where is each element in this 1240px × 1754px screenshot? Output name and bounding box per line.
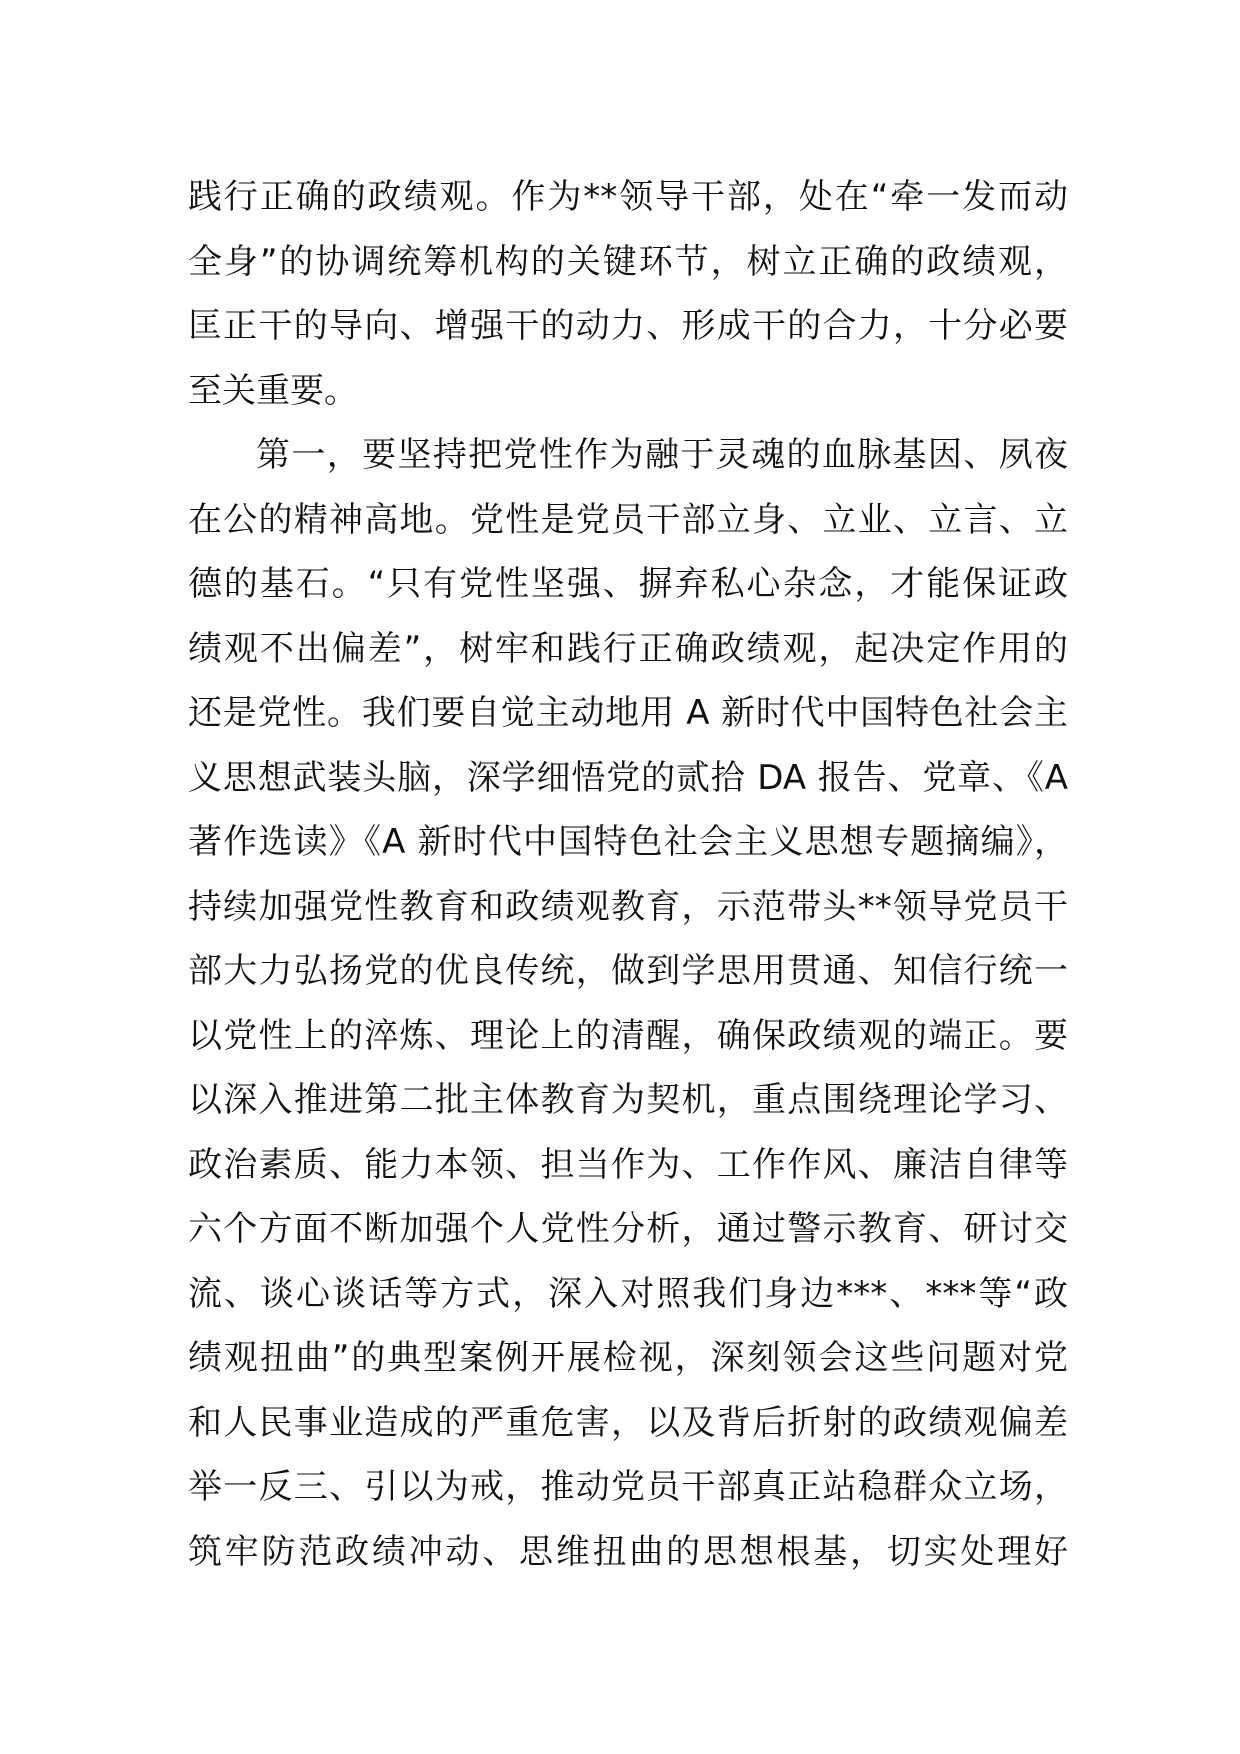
- text-line: 六个方面不断加强个人党性分析，通过警示教育、研讨交: [188, 1209, 1068, 1249]
- text-line: 第一，要坚持把党性作为融于灵魂的血脉基因、夙夜: [256, 435, 1068, 475]
- text-line: 举一反三、引以为戒，推动党员干部真正站稳群众立场，: [188, 1467, 1068, 1507]
- text-line: 以党性上的淬炼、理论上的清醒，确保政绩观的端正。要: [188, 1015, 1068, 1056]
- text-line: 部大力弘扬党的优良传统，做到学思用贯通、知信行统一: [188, 951, 1068, 991]
- text-line: 绩观扭曲”的典型案例开展检视，深刻领会这些问题对党: [188, 1338, 1068, 1378]
- text-line: 以深入推进第二批主体教育为契机，重点围绕理论学习、: [188, 1080, 1068, 1120]
- text-line: 持续加强党性教育和政绩观教育，示范带头**领导党员干: [188, 886, 1068, 927]
- text-line: 还是党性。我们要自觉主动地用 A 新时代中国特色社会主: [188, 693, 1068, 733]
- text-line: 全身”的协调统筹机构的关键环节，树立正确的政绩观，: [188, 241, 1068, 282]
- text-line: 著作选读》《A 新时代中国特色社会主义思想专题摘编》，: [188, 822, 1068, 862]
- text-line: 践行正确的政绩观。作为**领导干部，处在“牵一发而动: [188, 177, 1068, 217]
- text-line: 在公的精神高地。党性是党员干部立身、立业、立言、立: [188, 499, 1068, 540]
- text-line: 德的基石。“只有党性坚强、摒弃私心杂念，才能保证政: [188, 564, 1068, 604]
- text-line: 至关重要。: [188, 370, 358, 411]
- text-line: 绩观不出偏差”，树牢和践行正确政绩观，起决定作用的: [188, 628, 1068, 669]
- text-line: 流、谈心谈话等方式，深入对照我们身边***、***等“政: [188, 1273, 1068, 1314]
- text-line: 匡正干的导向、增强干的动力、形成干的合力，十分必要: [188, 306, 1068, 346]
- text-line: 义思想武装头脑，深学细悟党的贰拾 DA 报告、党章、《A: [188, 757, 1068, 798]
- body-text: [188, 165, 1068, 1584]
- text-line: 和人民事业造成的严重危害，以及背后折射的政绩观偏差: [188, 1402, 1068, 1443]
- text-line: 政治素质、能力本领、担当作为、工作作风、廉洁自律等: [188, 1144, 1068, 1185]
- text-line: 筑牢防范政绩冲动、思维扭曲的思想根基，切实处理好: [188, 1531, 1068, 1572]
